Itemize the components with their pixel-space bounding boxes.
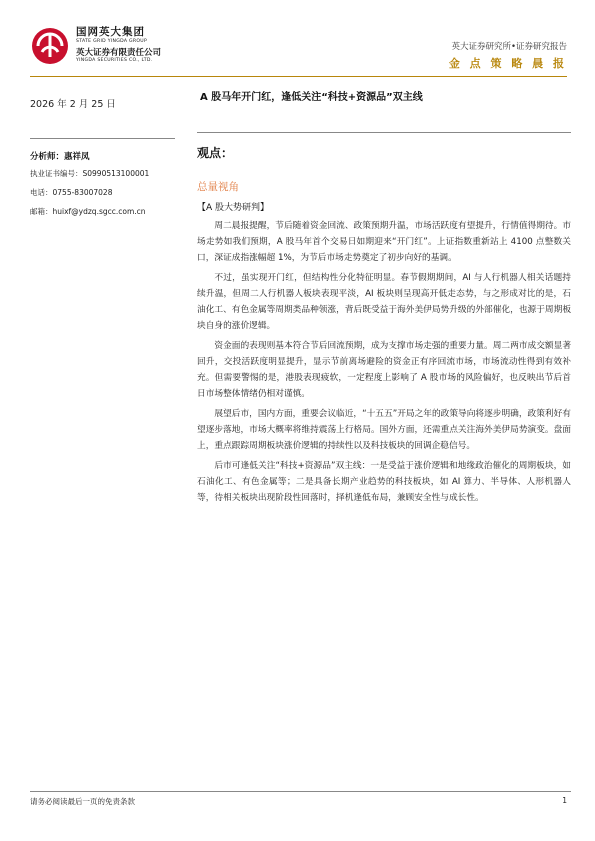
analyst-name: 分析师：惠祥凤 <box>30 152 90 162</box>
logo-group-name-en: STATE GRID YINGDA GROUP <box>76 39 148 44</box>
state-grid-logo-icon <box>30 26 70 66</box>
paragraph: 展望后市，国内方面，重要会议临近，“十五五”开局之年的政策导向将逐步明确，政策利好有望逐步落地，市场大概率将维持震荡上行格局。国外方面，还需重点关注海外美伊局势演变。盘面上，重点跟踪周期板块涨价逻辑的持续性以及科技板块的回调企稳信号。 <box>197 409 571 451</box>
logo-company-name-en: YINGDA SECURITIES CO., LTD. <box>76 58 153 63</box>
footer-disclaimer: 请务必阅读最后一页的免责条款 <box>30 797 135 806</box>
paragraph: 后市可逢低关注“科技+资源品”双主线：一是受益于涨价逻辑和地缘政治催化的周期板块，如石油化工、有色金属等；二是具备长期产业趋势的科技板块，如 AI 算力、半导体、人形机器人等，待相关板块出现阶段性回落时，择机逢低布局，兼顾安全性与成长性。 <box>197 461 571 503</box>
report-title: A 股马年开门红，逢低关注“科技+资源品”双主线 <box>200 92 423 103</box>
analyst-info <box>30 150 190 225</box>
subsection-title: 【A 股大势研判】 <box>197 203 270 213</box>
logo-company-name: 英大证券有限责任公司 <box>76 48 162 58</box>
main-content <box>197 144 571 510</box>
footer-divider <box>30 791 571 792</box>
title-divider <box>197 132 571 133</box>
report-type-title: 金 点 策 略 晨 报 <box>448 57 567 70</box>
analyst-divider <box>30 138 175 139</box>
paragraph: 周二晨报提醒，节后随着资金回流、政策预期升温，市场活跃度有望提升，行情值得期待。市场走势如我们预期，A 股马年首个交易日如期迎来“开门红”。上证指数重新站上 4100 点整数关口，深证成指涨幅超 1%，为节后市场走势奠定了初步向好的基调。 <box>197 221 571 263</box>
page-number: 1 <box>562 796 567 805</box>
paragraph: 资金面的表现则基本符合节后回流预期，成为支撑市场走强的重要力量。周二两市成交额显著回升，交投活跃度明显提升，显示节前离场避险的资金正有序回流市场，市场流动性得到有效补充。但需要警惕的是，港股表现疲软，一定程度上影响了 A 股市场的风险偏好，也反映出节后首日市场整体情绪仍相对谨慎。 <box>197 341 571 399</box>
logo-group-name: 国网英大集团 <box>76 26 145 38</box>
company-logo <box>30 24 190 70</box>
header-divider <box>30 76 567 77</box>
view-title: 总量视角 <box>197 181 239 193</box>
analyst-phone: 电话：0755-83007028 <box>30 188 113 197</box>
report-date: 2026 年 2 月 25 日 <box>30 99 116 110</box>
analyst-license: 执业证书编号：S0990513100001 <box>30 169 150 178</box>
analyst-email: 邮箱：huixf@ydzq.sgcc.com.cn <box>30 207 146 216</box>
section-title: 观点： <box>197 146 234 160</box>
paragraph: 不过，虽实现开门红，但结构性分化特征明显。春节假期期间，AI 与人行机器人相关话题持续升温，但周二人行机器人板块表现平淡，AI 板块则呈现高开低走态势，与之形成对比的是，石油化工、有色金属等周期类品种领涨，背后既受益于海外美伊局势升级的外部催化，也源于周期板块自身的涨价逻辑。 <box>197 273 571 331</box>
institute-label: 英大证券研究所•证券研究报告 <box>451 42 567 52</box>
